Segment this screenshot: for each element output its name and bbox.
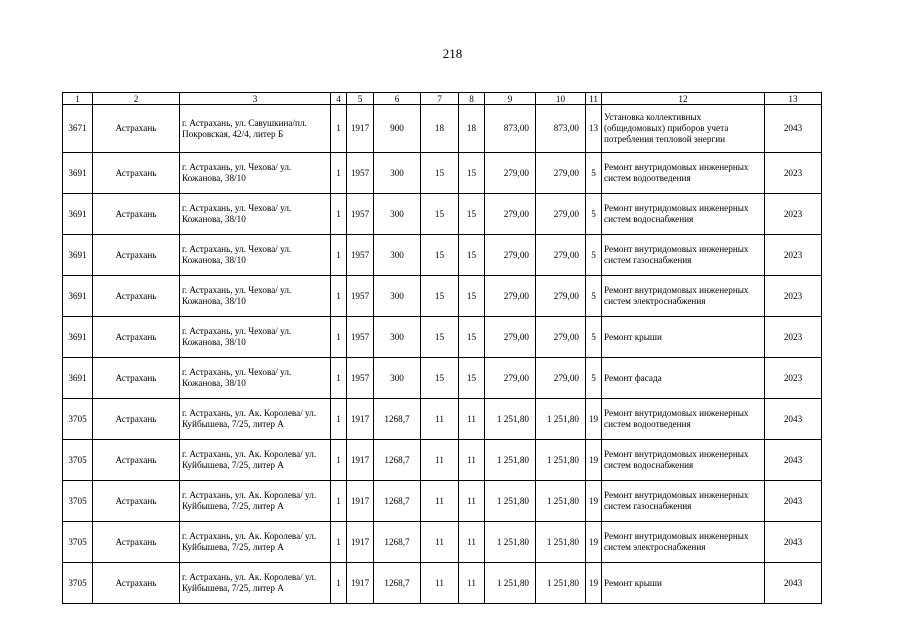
planned-year-cell: 2023 [765,358,822,399]
column-4-cell: 1 [331,358,347,399]
table-row [63,194,822,235]
work-type-cell: Ремонт внутридомовых инженерных систем электроснабжения [602,522,765,563]
column-11-cell: 5 [586,358,602,399]
area-cell: 300 [374,153,421,194]
work-type-cell: Ремонт внутридомовых инженерных систем газоснабжения [602,481,765,522]
column-7-cell: 15 [421,235,459,276]
planned-year-cell: 2043 [765,105,822,153]
column-10-cell: 279,00 [536,153,586,194]
table-row [63,399,822,440]
column-number-row [63,93,822,105]
column-7-cell: 15 [421,358,459,399]
column-7-cell: 11 [421,399,459,440]
address-cell: г. Астрахань, ул. Ак. Королева/ ул. Куйбышева, 7/25, литер А [180,399,331,440]
column-4-cell: 1 [331,276,347,317]
work-type-cell: Ремонт внутридомовых инженерных систем водоотведения [602,153,765,194]
city-cell: Астрахань [93,440,180,481]
year-cell: 1917 [347,522,374,563]
planned-year-cell: 2043 [765,522,822,563]
column-8-cell: 11 [459,522,485,563]
column-11-cell: 19 [586,440,602,481]
row-id-cell: 3691 [63,358,93,399]
column-11-cell: 19 [586,481,602,522]
address-cell: г. Астрахань, ул. Ак. Королева/ ул. Куйбышева, 7/25, литер А [180,522,331,563]
column-4-cell: 1 [331,522,347,563]
area-cell: 1268,7 [374,440,421,481]
area-cell: 300 [374,235,421,276]
column-9-cell: 1 251,80 [485,563,536,604]
row-id-cell: 3691 [63,317,93,358]
address-cell: г. Астрахань, ул. Чехова/ ул. Кожанова, 38/10 [180,276,331,317]
column-4-cell: 1 [331,563,347,604]
column-10-cell: 279,00 [536,276,586,317]
year-cell: 1957 [347,153,374,194]
work-type-cell: Ремонт крыши [602,563,765,604]
table-row [63,153,822,194]
column-9-cell: 279,00 [485,317,536,358]
year-cell: 1957 [347,317,374,358]
column-9-cell: 279,00 [485,235,536,276]
column-7-cell: 15 [421,153,459,194]
planned-year-cell: 2043 [765,440,822,481]
row-id-cell: 3691 [63,276,93,317]
row-id-cell: 3705 [63,440,93,481]
work-type-cell: Ремонт фасада [602,358,765,399]
planned-year-cell: 2023 [765,235,822,276]
city-cell: Астрахань [93,481,180,522]
area-cell: 300 [374,317,421,358]
column-9-cell: 279,00 [485,276,536,317]
column-9-cell: 1 251,80 [485,440,536,481]
repair-schedule-table [62,92,822,604]
year-cell: 1957 [347,358,374,399]
area-cell: 1268,7 [374,399,421,440]
column-7-cell: 11 [421,522,459,563]
column-11-cell: 13 [586,105,602,153]
year-cell: 1917 [347,563,374,604]
column-11-cell: 5 [586,153,602,194]
column-9-cell: 279,00 [485,358,536,399]
year-cell: 1957 [347,194,374,235]
planned-year-cell: 2043 [765,481,822,522]
city-cell: Астрахань [93,153,180,194]
planned-year-cell: 2023 [765,276,822,317]
column-10-cell: 279,00 [536,235,586,276]
column-8-cell: 11 [459,440,485,481]
address-cell: г. Астрахань, ул. Савушкина/пл. Покровская, 42/4, литер Б [180,105,331,153]
column-10-cell: 279,00 [536,194,586,235]
column-10-cell: 1 251,80 [536,440,586,481]
column-8-cell: 15 [459,317,485,358]
column-header: 9 [485,93,536,105]
column-8-cell: 11 [459,399,485,440]
column-7-cell: 18 [421,105,459,153]
column-header: 7 [421,93,459,105]
table-row [63,235,822,276]
column-8-cell: 11 [459,563,485,604]
planned-year-cell: 2043 [765,563,822,604]
planned-year-cell: 2023 [765,317,822,358]
column-11-cell: 19 [586,563,602,604]
column-11-cell: 19 [586,522,602,563]
work-type-cell: Ремонт внутридомовых инженерных систем водоснабжения [602,440,765,481]
column-10-cell: 873,00 [536,105,586,153]
column-header: 10 [536,93,586,105]
column-10-cell: 1 251,80 [536,522,586,563]
city-cell: Астрахань [93,563,180,604]
column-4-cell: 1 [331,481,347,522]
table-row [63,358,822,399]
work-type-cell: Ремонт внутридомовых инженерных систем водоснабжения [602,194,765,235]
row-id-cell: 3671 [63,105,93,153]
column-10-cell: 1 251,80 [536,399,586,440]
work-type-cell: Ремонт крыши [602,317,765,358]
area-cell: 900 [374,105,421,153]
city-cell: Астрахань [93,399,180,440]
city-cell: Астрахань [93,194,180,235]
column-header: 5 [347,93,374,105]
address-cell: г. Астрахань, ул. Чехова/ ул. Кожанова, 38/10 [180,153,331,194]
column-10-cell: 1 251,80 [536,563,586,604]
column-10-cell: 279,00 [536,317,586,358]
address-cell: г. Астрахань, ул. Ак. Королева/ ул. Куйбышева, 7/25, литер А [180,563,331,604]
column-9-cell: 873,00 [485,105,536,153]
row-id-cell: 3691 [63,153,93,194]
row-id-cell: 3691 [63,194,93,235]
table-row [63,105,822,153]
city-cell: Астрахань [93,276,180,317]
column-4-cell: 1 [331,153,347,194]
area-cell: 300 [374,276,421,317]
work-type-cell: Ремонт внутридомовых инженерных систем электроснабжения [602,276,765,317]
column-7-cell: 11 [421,440,459,481]
column-header: 12 [602,93,765,105]
column-11-cell: 5 [586,317,602,358]
column-9-cell: 1 251,80 [485,522,536,563]
area-cell: 1268,7 [374,481,421,522]
column-header: 6 [374,93,421,105]
planned-year-cell: 2023 [765,153,822,194]
column-7-cell: 15 [421,317,459,358]
column-header: 11 [586,93,602,105]
column-9-cell: 279,00 [485,194,536,235]
table-row [63,440,822,481]
year-cell: 1917 [347,440,374,481]
row-id-cell: 3691 [63,235,93,276]
column-header: 8 [459,93,485,105]
column-4-cell: 1 [331,105,347,153]
column-10-cell: 279,00 [536,358,586,399]
column-4-cell: 1 [331,440,347,481]
column-header: 4 [331,93,347,105]
area-cell: 300 [374,194,421,235]
work-type-cell: Ремонт внутридомовых инженерных систем водоотведения [602,399,765,440]
column-4-cell: 1 [331,317,347,358]
address-cell: г. Астрахань, ул. Чехова/ ул. Кожанова, 38/10 [180,194,331,235]
column-8-cell: 15 [459,153,485,194]
column-8-cell: 15 [459,358,485,399]
column-8-cell: 15 [459,194,485,235]
city-cell: Астрахань [93,105,180,153]
column-11-cell: 5 [586,276,602,317]
city-cell: Астрахань [93,522,180,563]
column-11-cell: 19 [586,399,602,440]
column-11-cell: 5 [586,235,602,276]
row-id-cell: 3705 [63,522,93,563]
column-7-cell: 15 [421,276,459,317]
year-cell: 1957 [347,235,374,276]
address-cell: г. Астрахань, ул. Чехова/ ул. Кожанова, 38/10 [180,358,331,399]
column-4-cell: 1 [331,194,347,235]
column-9-cell: 1 251,80 [485,399,536,440]
column-8-cell: 15 [459,276,485,317]
address-cell: г. Астрахань, ул. Ак. Королева/ ул. Куйбышева, 7/25, литер А [180,481,331,522]
column-7-cell: 15 [421,194,459,235]
column-header: 3 [180,93,331,105]
table-body [63,93,822,604]
column-8-cell: 18 [459,105,485,153]
table-row [63,481,822,522]
work-type-cell: Ремонт внутридомовых инженерных систем газоснабжения [602,235,765,276]
row-id-cell: 3705 [63,563,93,604]
address-cell: г. Астрахань, ул. Чехова/ ул. Кожанова, 38/10 [180,317,331,358]
table-row [63,563,822,604]
year-cell: 1917 [347,399,374,440]
column-8-cell: 15 [459,235,485,276]
column-7-cell: 11 [421,481,459,522]
column-header: 2 [93,93,180,105]
planned-year-cell: 2023 [765,194,822,235]
city-cell: Астрахань [93,317,180,358]
column-4-cell: 1 [331,399,347,440]
table-row [63,522,822,563]
column-4-cell: 1 [331,235,347,276]
column-9-cell: 1 251,80 [485,481,536,522]
address-cell: г. Астрахань, ул. Ак. Королева/ ул. Куйбышева, 7/25, литер А [180,440,331,481]
work-type-cell: Установка коллективных (общедомовых) приборов учета потребления тепловой энергии [602,105,765,153]
city-cell: Астрахань [93,235,180,276]
column-header: 13 [765,93,822,105]
city-cell: Астрахань [93,358,180,399]
row-id-cell: 3705 [63,399,93,440]
row-id-cell: 3705 [63,481,93,522]
year-cell: 1957 [347,276,374,317]
column-10-cell: 1 251,80 [536,481,586,522]
column-11-cell: 5 [586,194,602,235]
year-cell: 1917 [347,105,374,153]
page-number: 218 [442,46,463,61]
column-7-cell: 11 [421,563,459,604]
area-cell: 1268,7 [374,522,421,563]
area-cell: 1268,7 [374,563,421,604]
planned-year-cell: 2043 [765,399,822,440]
address-cell: г. Астрахань, ул. Чехова/ ул. Кожанова, 38/10 [180,235,331,276]
column-header: 1 [63,93,93,105]
column-9-cell: 279,00 [485,153,536,194]
area-cell: 300 [374,358,421,399]
table-row [63,276,822,317]
column-8-cell: 11 [459,481,485,522]
table-row [63,317,822,358]
year-cell: 1917 [347,481,374,522]
